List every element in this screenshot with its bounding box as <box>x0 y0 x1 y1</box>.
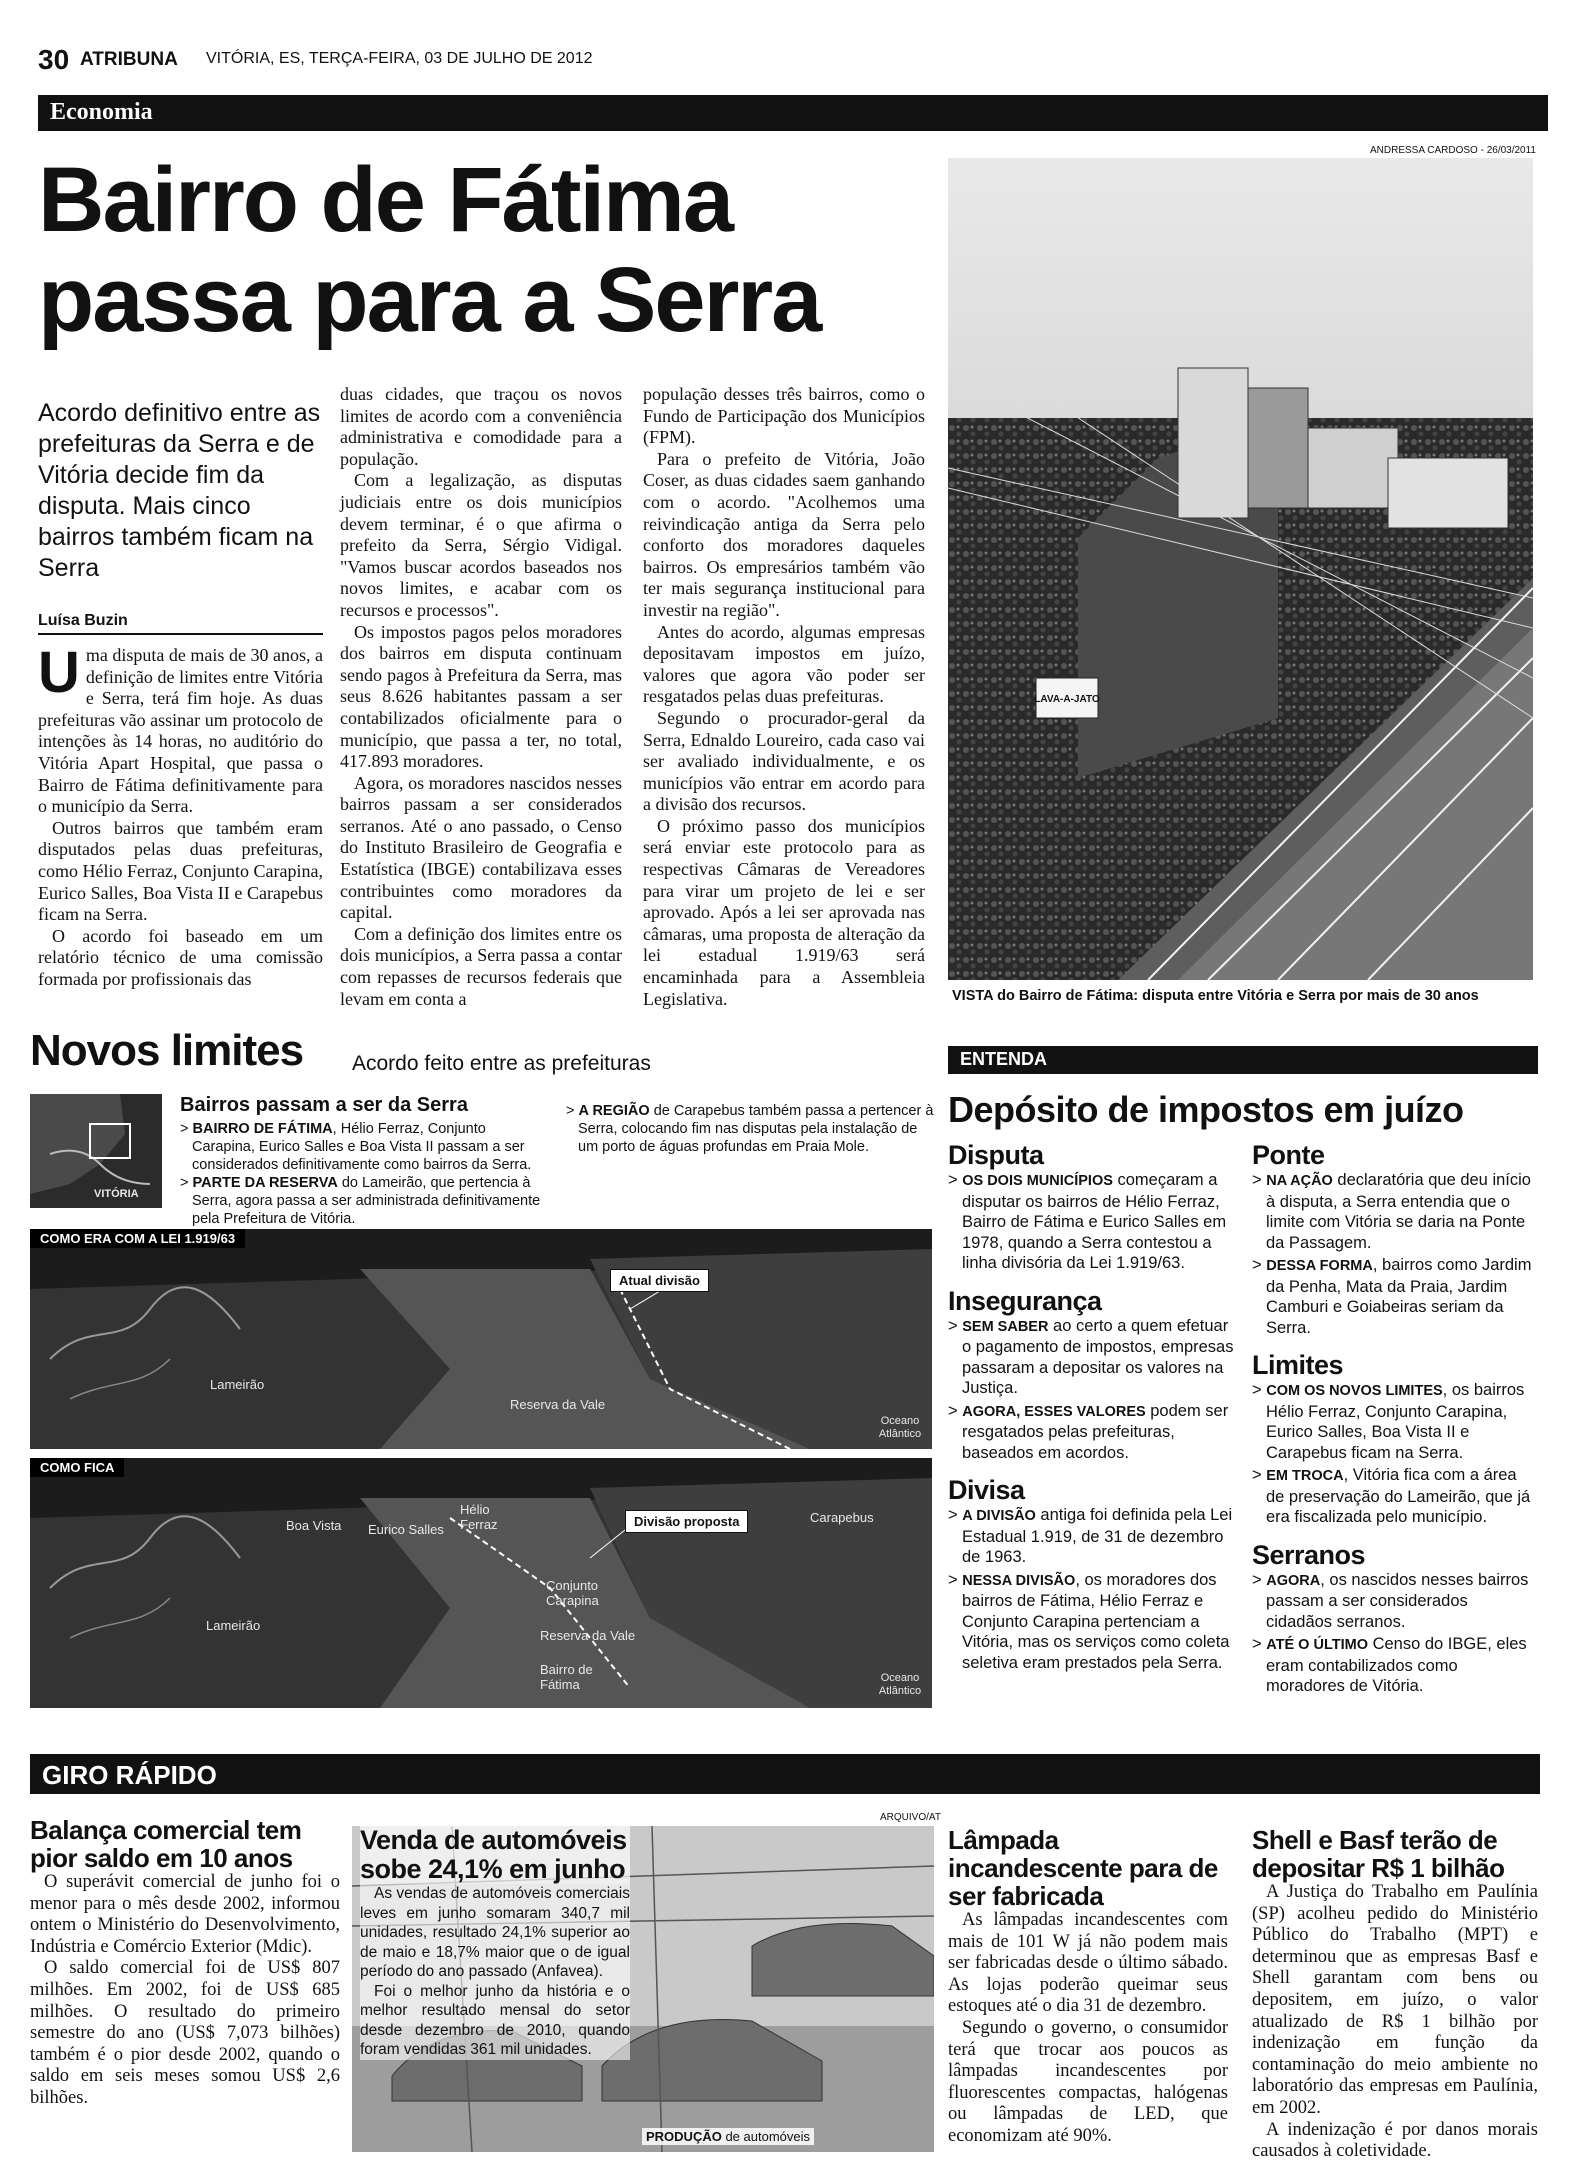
giro-text: As lâmpadas incandescentes com mais de 101 W já não podem mais ser fabricadas desde o último sábado. As lojas poderão queimar seus estoques até o dia 31 de dezembro. Segundo o governo, o consumidor terá que trocar aos poucos as lâmpadas incandescentes por fluorescentes compactas, halógenas ou lâmpadas de LED, que economizam até 90%. <box>948 1910 1228 2146</box>
giro-item-shell <box>1252 1826 1538 2163</box>
limits-bullets-left <box>180 1120 550 1228</box>
giro-bar <box>30 1754 1540 1794</box>
paragraph: população desses três bairros, como o Fundo de Participação dos Municípios (FPM). <box>643 384 925 448</box>
map-label: Bairro de Fátima <box>540 1662 593 1692</box>
map-after <box>30 1458 932 1708</box>
paragraph: Com a legalização, as disputas judiciais entre os dois municípios devem terminar, é o que afirma o prefeito da Serra, Sérgio Vidigal. "Vamos buscar acordos baseados nos novos limites, e acabar com os recursos e processos". <box>340 470 622 620</box>
auto-caption: PRODUÇÃO de automóveis <box>642 2128 814 2145</box>
map-label: Reserva da Vale <box>510 1397 606 1412</box>
entenda-heading: Ponte <box>1252 1140 1325 1170</box>
map-label: Carapebus <box>810 1510 874 1525</box>
giro-item-balanca <box>30 1816 340 2110</box>
map-after-callout: Divisão proposta <box>625 1510 748 1533</box>
giro-headline: Lâmpada incandescente para de ser fabricada <box>948 1825 1218 1911</box>
entenda-heading: Disputa <box>948 1140 1044 1170</box>
photo-credit: ANDRESSA CARDOSO - 26/03/2011 <box>1370 145 1536 156</box>
article-column-1 <box>38 640 323 991</box>
giro-headline: Venda de automóveis sobe 24,1% em junho <box>360 1826 630 1884</box>
byline: Luísa Buzin <box>38 612 323 635</box>
entenda-item: > SEM SABER ao certo a quem efetuar o pagamento de impostos, empresas passaram a depositar os valores na Justiça. <box>948 1316 1234 1397</box>
entenda-item: > ATÉ O ÚLTIMO Censo do IBGE, eles eram contabilizados como moradores de Vitória. <box>1252 1635 1527 1695</box>
entenda-item: > NESSA DIVISÃO, os moradores dos bairros de Fátima, Hélio Ferraz e Conjunto Carapina pertenciam a Vitória, mas os serviços como coleta seletiva eram prestados pela Serra. <box>948 1570 1230 1672</box>
map-label: Eurico Salles <box>368 1522 444 1537</box>
limits-subtitle: Acordo feito entre as prefeituras <box>352 1052 651 1075</box>
page-number: 30 <box>38 44 70 75</box>
paragraph: Com a definição dos limites entre os dois municípios, a Serra passa a contar com repasses de recursos federais que levam em conta a <box>340 923 622 1009</box>
paragraph: Uma disputa de mais de 30 anos, a definição de limites entre Vitória e Serra, terá fim hoje. As duas prefeituras vão assinar um protocolo de intenções às 14 horas, no auditório do Vitória Apart Hospital, que passa o Bairro de Fátima definitivamente para o município da Serra. <box>38 640 323 817</box>
map-label: Reserva da Vale <box>540 1628 636 1643</box>
entenda-right-column <box>1252 1140 1538 1699</box>
section-label: Economia <box>50 99 153 125</box>
paper-name: ATRIBUNA <box>80 49 178 70</box>
giro-headline: Balança comercial tem pior saldo em 10 anos <box>30 1815 302 1873</box>
limits-bullets-right <box>566 1102 936 1156</box>
paragraph: O próximo passo dos municípios será enviar este protocolo para as respectivas Câmaras de Vereadores para virar um projeto de lei e ser aprovado. Após a lei ser aprovada nas câmaras, uma proposta de alteração da lei estadual 1.919/63 será encaminhada para a Assembleia Legislativa. <box>643 815 925 1009</box>
auto-photo-credit: ARQUIVO/AT <box>880 1812 941 1823</box>
photo-sign: LAVA-A-JATO <box>1034 694 1100 705</box>
entenda-heading: Limites <box>1252 1350 1344 1380</box>
giro-item-automoveis <box>352 1826 934 2152</box>
entenda-item: > AGORA, ESSES VALORES podem ser resgatados pelas prefeituras, baseados em acordos. <box>948 1401 1229 1462</box>
map-label: Hélio Ferraz <box>460 1502 498 1532</box>
deck: Acordo definitivo entre as prefeituras da Serra e de Vitória decide fim da disputa. Mais cinco bairros também ficam na Serra <box>38 399 321 582</box>
map-label: Oceano Atlântico <box>878 1415 922 1440</box>
entenda-item: > OS DOIS MUNICÍPIOS começaram a disputar os bairros de Hélio Ferraz, Bairro de Fátima e Eurico Salles em 1978, quando a Serra contestou a linha divisória da Lei 1.919/63. <box>948 1171 1227 1272</box>
locator-label: VITÓRIA <box>94 1188 139 1200</box>
entenda-heading: Serranos <box>1252 1539 1366 1570</box>
limits-bullet: > PARTE DA RESERVA do Lameirão, que pertencia à Serra, agora passa a ser administrada definitivamente pela Prefeitura de Vitória. <box>180 1175 541 1227</box>
paragraph: Os impostos pagos pelos moradores dos bairros em disputa continuam sendo pagos à Prefeitura da Serra, mas seus 8.626 habitantes passam a ser contabilizados oficialmente para o município, que passa a ter, no total, 417.893 moradores. <box>340 621 622 772</box>
entenda-item: > NA AÇÃO declaratória que deu início à disputa, a Serra entendia que o limite com Vitória se daria na Ponte da Passagem. <box>1252 1171 1531 1252</box>
locator-map <box>30 1094 162 1208</box>
giro-text: As vendas de automóveis comerciais leves em junho somaram 340,7 mil unidades, resultado 24,1% superior ao de maio e 18,7% maior que o de igual período do ano passado (Anfavea). Foi o melhor junho da história e o melhor resultado mensal do setor desde dezembro de 2010, quando foram vendidas 361 mil unidades. <box>360 1885 630 2058</box>
paragraph: Agora, os moradores nascidos nesses bairros passam a ser considerados serranos. Até o ano passado, o Censo do Instituto Brasileiro de Geografia e Estatística (IBGE) contabilizava esses contribuintes como moradores da capital. <box>340 772 622 923</box>
entenda-tag: ENTENDA <box>948 1046 1538 1074</box>
map-label: Lameirão <box>206 1618 261 1633</box>
map-label: Boa Vista <box>286 1518 342 1533</box>
entenda-item: > EM TROCA, Vitória fica com a área de preservação do Lameirão, que já era fiscalizada pelo município. <box>1252 1466 1531 1526</box>
paragraph: Segundo o procurador-geral da Serra, Ednaldo Loureiro, cada caso vai ser avaliado individualmente, e os municípios vão entrar em acordo para a divisão dos recursos. <box>643 707 925 815</box>
paragraph: duas cidades, que traçou os novos limites de acordo com a conveniência administrativa e comodidade para a população. <box>340 384 622 469</box>
entenda-item: > A DIVISÃO antiga foi definida pela Lei Estadual 1.919, de 31 de dezembro de 1963. <box>948 1506 1233 1566</box>
article-column-3 <box>643 384 925 1010</box>
article-column-2 <box>340 384 622 1010</box>
entenda-title: Depósito de impostos em juízo <box>948 1089 1464 1130</box>
headline <box>38 150 938 350</box>
map-label: Lameirão <box>210 1377 265 1392</box>
giro-item-lampada <box>948 1826 1228 2148</box>
paragraph: Outros bairros que também eram disputados pelas duas prefeituras, como Hélio Ferraz, Conjunto Carapina, Eurico Salles, Boa Vista II e Carapebus ficam na Serra. <box>38 817 323 925</box>
photo-image <box>948 158 1533 980</box>
paragraph: O acordo foi baseado em um relatório técnico de uma comissão formada por profissionais das <box>38 925 323 989</box>
limits-bullet: > BAIRRO DE FÁTIMA, Hélio Ferraz, Conjunto Carapina, Eurico Salles e Boa Vista II passam a ser considerados definitivamente como bairros da Serra. <box>180 1121 532 1173</box>
auto-text-block <box>360 1826 630 2060</box>
drop-cap: U <box>38 640 80 705</box>
paragraph: Para o prefeito de Vitória, João Coser, as duas cidades saem ganhando com o acordo. "Acolhemos uma reivindicação antiga da Serra pelo conforto dos moradores daqueles bairros. Os empresários também vão ter mais segurança institucional para investir na região". <box>643 448 925 620</box>
map-label: Oceano Atlântico <box>878 1672 922 1697</box>
section-bar <box>38 95 1548 131</box>
map-before-callout: Atual divisão <box>610 1269 709 1292</box>
entenda-item: > AGORA, os nascidos nesses bairros passam a ser considerados cidadãos serranos. <box>1252 1570 1529 1631</box>
map-before-label: COMO ERA COM A LEI 1.919/63 <box>30 1229 245 1248</box>
limits-subhead: Bairros passam a ser da Serra <box>180 1094 468 1116</box>
giro-tag: GIRO RÁPIDO <box>42 1760 217 1790</box>
map-label: Conjunto Carapina <box>546 1578 599 1608</box>
giro-headline: Shell e Basf terão de depositar R$ 1 bilhão <box>1252 1825 1505 1883</box>
entenda-heading: Divisa <box>948 1475 1025 1505</box>
headline-line-2: passa para a Serra <box>38 249 821 351</box>
paragraph: Antes do acordo, algumas empresas depositavam impostos em juízo, valores que agora vão poder ser resgatados pelas duas prefeituras. <box>643 621 925 707</box>
headline-line-1: Bairro de Fátima <box>38 149 732 251</box>
photo-caption: VISTA do Bairro de Fátima: disputa entre Vitória e Serra por mais de 30 anos <box>952 988 1479 1004</box>
entenda-heading: Insegurança <box>948 1285 1102 1316</box>
entenda-item: > DESSA FORMA, bairros como Jardim da Penha, Mata da Praia, Jardim Camburi e Goiabeiras seriam da Serra. <box>1252 1256 1532 1337</box>
map-after-label: COMO FICA <box>30 1458 124 1477</box>
limits-title: Novos limites <box>30 1026 304 1075</box>
giro-text: A Justiça do Trabalho em Paulínia (SP) acolheu pedido do Ministério Público do Trabalho (MPT) e determinou que as empresas Basf e Shell garantam com bens ou depositem, em juízo, o valor atualizado de R$ 1 bilhão por indenização em função da contaminação do meio ambiente no laboratório das empresas em Paulínia, em 2002. A indenização é por danos morais causados à coletividade. <box>1252 1882 1538 2162</box>
giro-text: O superávit comercial de junho foi o menor para o mês desde 2002, informou ontem o Ministério do Desenvolvimento, Indústria e Comércio Exterior (Mdic). O saldo comercial foi de US$ 807 milhões. Em 2002, foi de US$ 685 milhões. O resultado do primeiro semestre do ano (US$ 7,073 bilhões) também é o pior desde 2002, quando o saldo em seis meses somou US$ 2,6 bilhões. <box>30 1872 340 2108</box>
map-before <box>30 1229 932 1449</box>
entenda-item: > COM OS NOVOS LIMITES, os bairros Hélio Ferraz, Conjunto Carapina, Eurico Salles, Boa Vista II e Carapebus ficam na Serra. <box>1252 1381 1525 1462</box>
dateline: VITÓRIA, ES, TERÇA-FEIRA, 03 DE JULHO DE 2012 <box>206 50 593 67</box>
page-header <box>38 44 1548 78</box>
entenda-left-column <box>948 1140 1234 1675</box>
limits-bullet: > A REGIÃO de Carapebus também passa a pertencer à Serra, colocando fim nas disputas pela instalação de um porto de águas profundas em Praia Mole. <box>566 1103 934 1155</box>
main-photo <box>948 158 1533 980</box>
